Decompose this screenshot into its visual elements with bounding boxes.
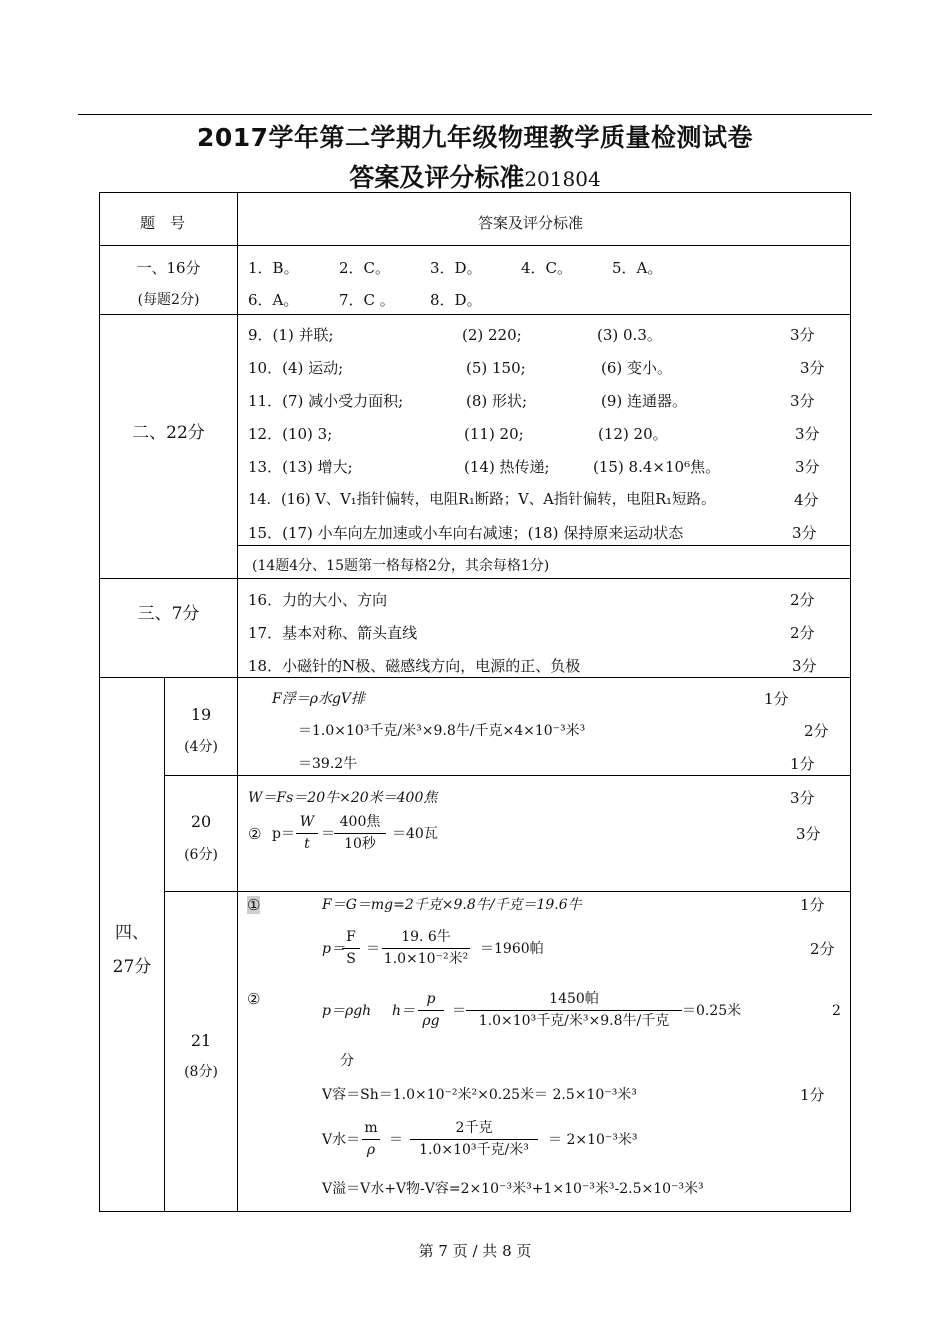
q19-score3: 1分 <box>790 755 815 773</box>
s2-row-12-b: (11) 20; <box>464 425 524 443</box>
s2-row-10-score: 3分 <box>800 359 825 377</box>
s2-row-12-score: 3分 <box>795 425 820 443</box>
header-question-number: 题 号 <box>140 214 186 232</box>
q21-line1: F＝G＝mg=2千克×9.8牛/千克＝19.6牛 <box>322 897 582 913</box>
q20-mark2: ② <box>248 825 262 843</box>
q20-line1: W＝Fs＝20牛×20米＝400焦 <box>248 790 438 806</box>
q20-points: (6分) <box>184 847 218 863</box>
q21-points: (8分) <box>184 1064 218 1080</box>
answer-8: 8．D。 <box>430 291 482 309</box>
q21-volume-line: V容＝Sh＝1.0×10⁻²米²×0.25米＝ 2.5×10⁻³米³ <box>322 1087 637 1103</box>
q21-h-b: h＝ <box>392 1003 416 1019</box>
q21-h-frac-den2: 1.0×10³千克/米³×9.8牛/千克 <box>478 1013 670 1029</box>
q21-score1: 1分 <box>800 896 825 914</box>
s2-row-13-b: (14) 热传递; <box>464 458 550 476</box>
q21-frac-den2: 1.0×10⁻²米² <box>383 951 469 967</box>
s2-row-10-b: (5) 150; <box>466 359 526 377</box>
q20-score2: 3分 <box>796 825 821 843</box>
s2-row-9-c: (3) 0.3。 <box>597 326 662 344</box>
s2-row-9-a: 9．(1) 并联; <box>248 326 334 344</box>
page-title: 2017学年第二学期九年级物理教学质量检测试卷 <box>196 123 754 152</box>
header-answer: 答案及评分标准 <box>478 214 584 232</box>
s2-row-10-a: 10．(4) 运动; <box>248 359 344 377</box>
section2-label: 二、22分 <box>132 423 205 443</box>
q21-fraction-m-rho <box>362 1120 380 1159</box>
q21-fraction-pressure <box>382 929 470 968</box>
s3-row-16-score: 2分 <box>790 591 815 609</box>
q21-frac-num2: 19. 6牛 <box>401 929 451 945</box>
s2-row-11-score: 3分 <box>790 392 815 410</box>
q20-score1: 3分 <box>790 789 815 807</box>
q21-p-eq: ＝ <box>366 941 380 957</box>
q20-frac-den2: 10秒 <box>344 836 376 852</box>
q20-number: 20 <box>190 812 212 831</box>
q21-fraction-height <box>466 991 682 1030</box>
q19-points: (4分) <box>184 739 218 755</box>
q20-p-lhs: p＝ <box>272 826 295 842</box>
answer-1: 1．B。 <box>248 259 299 277</box>
page-footer: 第 7 页 / 共 8 页 <box>418 1242 532 1260</box>
q19-score1: 1分 <box>764 690 789 708</box>
q21-p-lhs: p＝ <box>322 941 345 957</box>
q19-line1: F浮＝ρ水gV排 <box>272 691 366 707</box>
answer-2: 2．C。 <box>339 259 391 277</box>
s2-row-12-c: (12) 20。 <box>598 425 668 443</box>
subtitle-text: 答案及评分标准 <box>349 163 525 192</box>
q21-vw-frac-den: ρ <box>366 1142 376 1158</box>
s2-row-14-a: 14．(16) V、V₁指针偏转，电阻R₁断路；V、A指针偏转，电阻R₁短路。 <box>248 492 716 508</box>
q21-h-frac-num2: 1450帕 <box>549 991 599 1007</box>
q21-mark2: ② <box>247 990 261 1008</box>
s2-row-14-score: 4分 <box>794 491 819 509</box>
q20-result: ＝40瓦 <box>392 826 438 842</box>
q20-frac-den: t <box>304 836 310 852</box>
q21-frac-den: S <box>346 951 356 967</box>
section4-label-2: 27分 <box>112 957 152 977</box>
q20-fraction-values <box>334 814 386 853</box>
s3-row-18: 18．小磁针的N极、磁感线方向，电源的正、负极 <box>248 657 581 675</box>
q19-line3: ＝39.2牛 <box>298 756 358 772</box>
s2-row-15-score: 3分 <box>792 524 817 542</box>
q21-h-eq: ＝ <box>452 1003 466 1019</box>
q21-vw-result: ＝ 2×10⁻³米³ <box>548 1132 638 1148</box>
section1-note: (每题2分) <box>137 292 200 308</box>
s2-row-10-c: (6) 变小。 <box>601 359 673 377</box>
q21-score4: 1分 <box>800 1086 825 1104</box>
page-subtitle <box>0 158 950 194</box>
answer-6: 6．A。 <box>248 291 299 309</box>
s2-row-13-score: 3分 <box>795 458 820 476</box>
q19-number: 19 <box>190 705 212 724</box>
q21-vw-frac-den2: 1.0×10³千克/米³ <box>419 1142 529 1158</box>
s2-row-11-a: 11．(7) 减小受力面积; <box>248 392 404 410</box>
section4-label-1: 四、 <box>115 923 149 943</box>
q21-h-frac-num: p <box>426 991 436 1007</box>
answer-7: 7．C 。 <box>339 291 395 309</box>
q19-line2: ＝1.0×10³千克/米³×9.8牛/千克×4×10⁻³米³ <box>298 723 586 739</box>
q21-score3-a: 2 <box>832 1003 841 1019</box>
q21-vw-lhs: V水＝ <box>322 1132 361 1148</box>
subtitle-code: 201804 <box>524 167 601 191</box>
top-rule <box>78 114 872 115</box>
section1-label: 一、16分 <box>136 259 201 277</box>
s2-scoring-note: (14题4分、15题第一格每格2分，其余每格1分) <box>252 558 550 574</box>
q21-overflow-line: V溢＝V水+V物-V容=2×10⁻³米³+1×10⁻³米³-2.5×10⁻³米³ <box>322 1181 704 1197</box>
s2-row-15-a: 15．(17) 小车向左加速或小车向右减速；(18) 保持原来运动状态 <box>248 524 684 542</box>
s2-row-11-c: (9) 连通器。 <box>601 392 688 410</box>
q21-mark1: ① <box>247 896 261 914</box>
q21-h-result: ＝0.25米 <box>682 1003 742 1019</box>
q21-fraction-f-s <box>342 929 360 968</box>
answer-5: 5．A。 <box>612 259 663 277</box>
s2-row-11-b: (8) 形状; <box>466 392 528 410</box>
answer-3: 3．D。 <box>430 259 482 277</box>
q21-vw-eq: ＝ <box>389 1132 403 1148</box>
s3-row-17-score: 2分 <box>790 624 815 642</box>
s2-row-13-a: 13．(13) 增大; <box>248 458 353 476</box>
q20-fraction-w-t <box>296 814 318 853</box>
s3-row-16: 16．力的大小、方向 <box>248 591 388 609</box>
q20-frac-num: W <box>299 814 315 830</box>
q21-vw-frac-num: m <box>364 1120 378 1136</box>
q21-fraction-water-volume <box>410 1120 538 1159</box>
q21-h-a: p＝ρgh <box>322 1003 372 1019</box>
q21-number: 21 <box>190 1031 212 1050</box>
s3-row-17: 17．基本对称、箭头直线 <box>248 624 418 642</box>
q21-vw-frac-num2: 2千克 <box>455 1120 493 1136</box>
s2-row-12-a: 12．(10) 3; <box>248 425 333 443</box>
q20-frac-num2: 400焦 <box>339 814 381 830</box>
q21-score2: 2分 <box>810 940 835 958</box>
q21-frac-num: F <box>346 929 356 945</box>
q21-fraction-p-rhog <box>418 991 444 1030</box>
s2-row-9-score: 3分 <box>790 326 815 344</box>
s3-row-18-score: 3分 <box>792 657 817 675</box>
section3-label: 三、7分 <box>137 604 200 624</box>
q21-score3-b: 分 <box>340 1053 354 1069</box>
q19-score2: 2分 <box>804 722 829 740</box>
answer-4: 4．C。 <box>521 259 573 277</box>
q20-eq: ＝ <box>321 826 335 842</box>
s2-row-13-c: (15) 8.4×10⁶焦。 <box>593 458 721 476</box>
q21-h-frac-den: ρg <box>422 1013 440 1029</box>
q21-p-result: ＝1960帕 <box>480 941 544 957</box>
s2-row-9-b: (2) 220; <box>462 326 522 344</box>
